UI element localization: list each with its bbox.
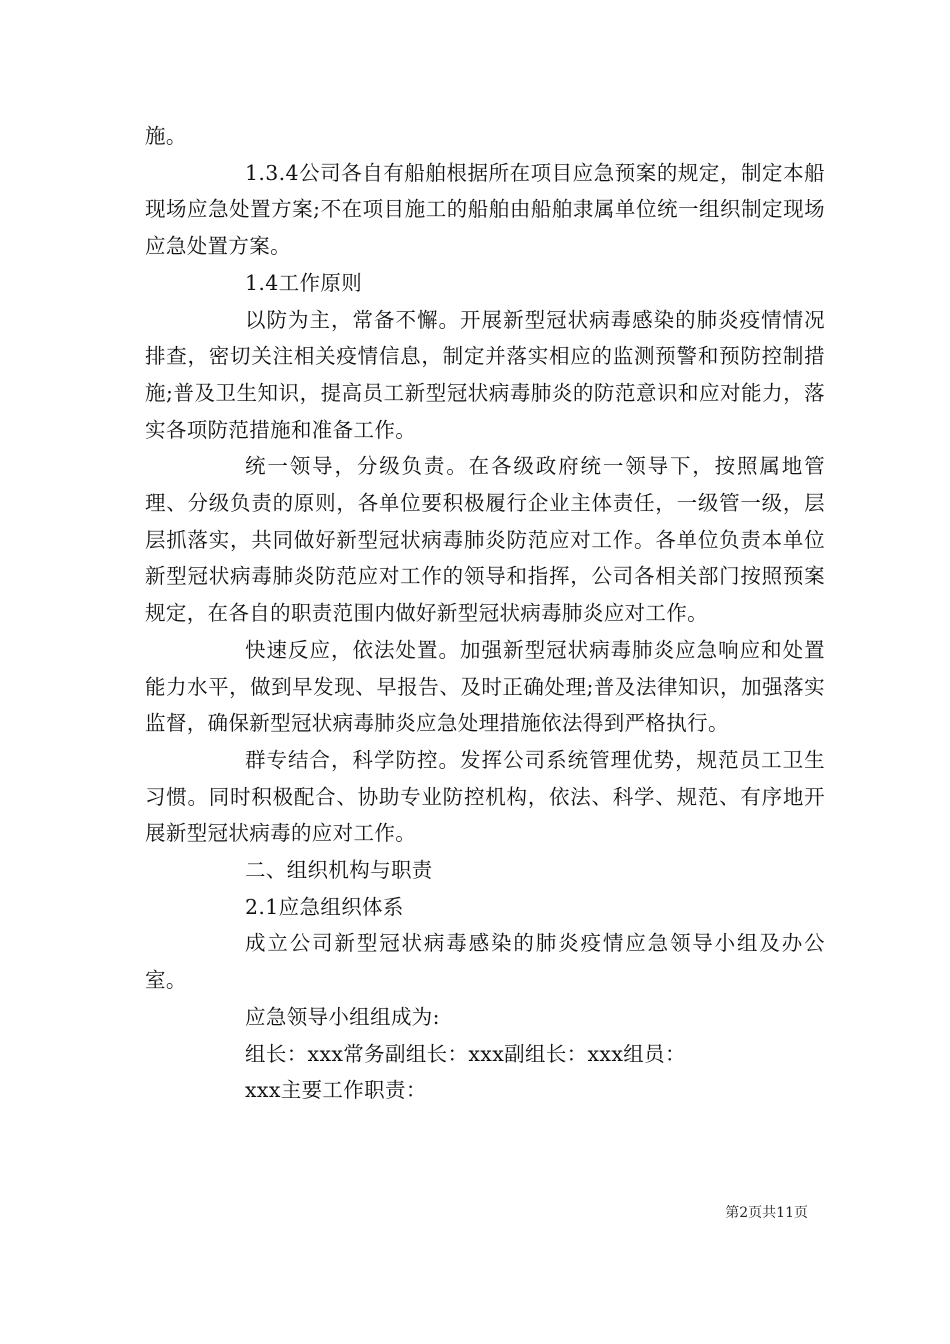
- paragraph: xxx主要工作职责：: [245, 1078, 427, 1103]
- section-heading: 2.1应急组织体系: [245, 894, 404, 919]
- paragraph: 施。: [145, 124, 187, 148]
- document-body: [145, 118, 825, 1109]
- paragraph: 统一领导，分级负责。在各级政府统一领导下，按照属地管理、分级负责的原则，各单位要积极履行企业主体责任，一级管一级，层层抓落实，共同做好新型冠状病毒肺炎防范应对工作。各单位负责本单位新型冠状病毒肺炎防范应对工作的领导和指挥，公司各相关部门按照预案规定，在各自的职责范围内做好新型冠状病毒肺炎应对工作。: [145, 454, 825, 626]
- paragraph: 快速反应，依法处置。加强新型冠状病毒肺炎应急响应和处置能力水平，做到早发现、早报告、及时正确处理;普及法律知识，加强落实监督，确保新型冠状病毒肺炎应急处理措施依法得到严格执行。: [145, 637, 825, 736]
- paragraph: 1.3.4公司各自有船舶根据所在项目应急预案的规定，制定本船现场应急处置方案;不在项目施工的船舶由船舶隶属单位统一组织制定现场应急处置方案。: [145, 160, 825, 259]
- section-heading: 二、组织机构与职责: [245, 858, 433, 883]
- section-heading: 1.4工作原则: [245, 270, 363, 295]
- paragraph: 组长：xxx常务副组长：xxx副组长：xxx组员：: [245, 1041, 686, 1066]
- paragraph: 以防为主，常备不懈。开展新型冠状病毒感染的肺炎疫情情况排查，密切关注相关疫情信息，制定并落实相应的监测预警和预防控制措施;普及卫生知识，提高员工新型冠状病毒肺炎的防范意识和应对能力，落实各项防范措施和准备工作。: [145, 307, 825, 442]
- paragraph: 应急领导小组组成为:: [245, 1004, 440, 1029]
- paragraph: 群专结合，科学防控。发挥公司系统管理优势，规范员工卫生习惯。同时积极配合、协助专业防控机构，依法、科学、规范、有序地开展新型冠状病毒的应对工作。: [145, 747, 825, 846]
- page-number-footer: 第2页共11页: [725, 1205, 808, 1221]
- paragraph: 成立公司新型冠状病毒感染的肺炎疫情应急领导小组及办公室。: [145, 931, 825, 993]
